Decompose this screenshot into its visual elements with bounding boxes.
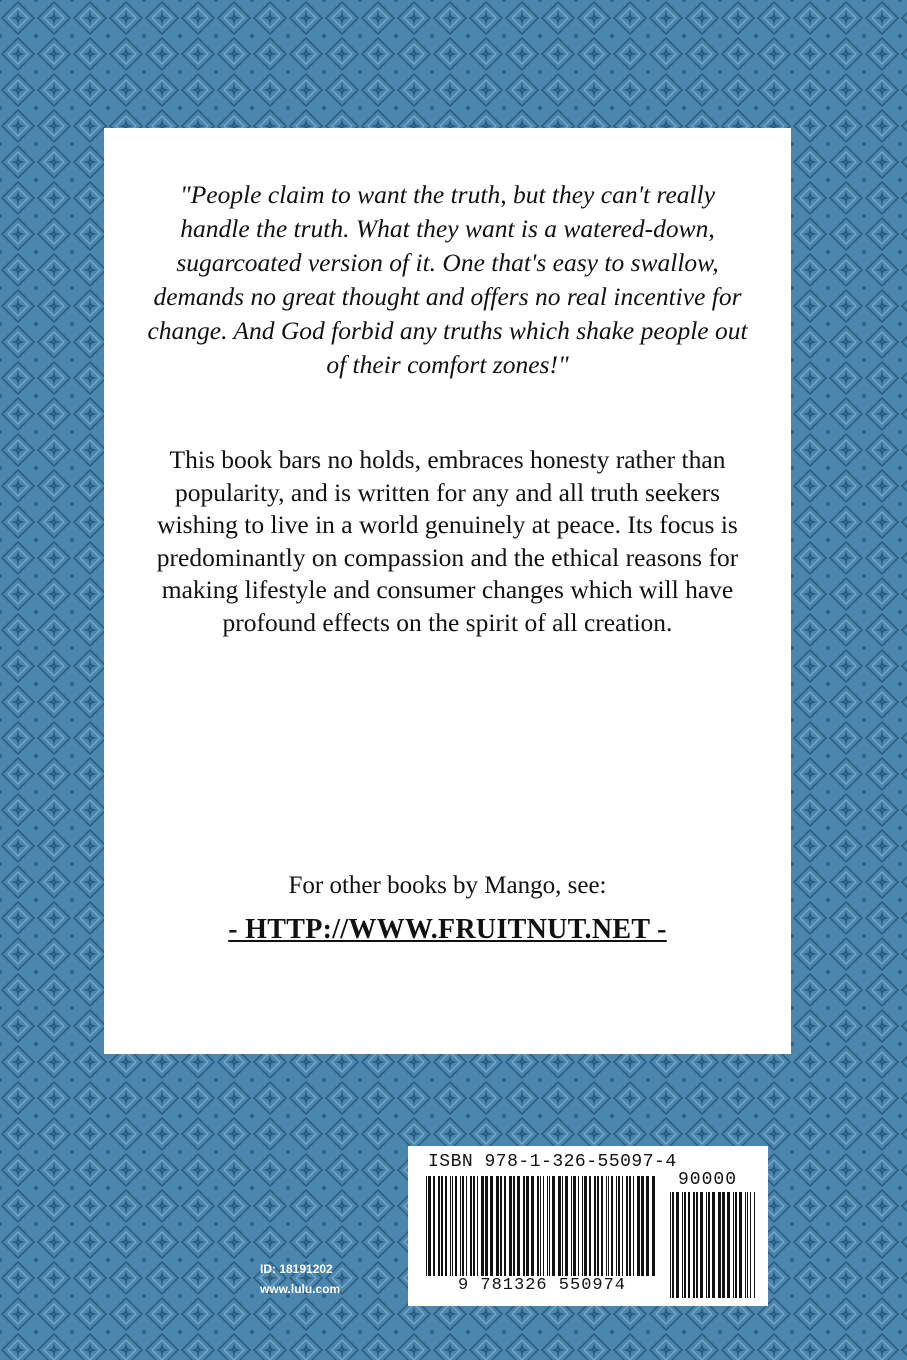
barcode-bar: [637, 1176, 640, 1288]
barcode-bar: [513, 1176, 515, 1288]
barcode-bar: [641, 1176, 644, 1288]
barcode-bar: [466, 1176, 467, 1288]
barcode-bar: [504, 1176, 506, 1288]
price-addon-label: 90000: [678, 1170, 738, 1190]
barcode-bar: [601, 1176, 603, 1288]
barcode-bar: [438, 1176, 440, 1288]
barcode-bar: [573, 1176, 576, 1288]
barcode-bar: [462, 1176, 464, 1288]
barcode-bar: [616, 1176, 617, 1288]
lulu-id: ID: 18191202: [260, 1262, 333, 1276]
barcode-bar: [700, 1192, 703, 1298]
barcode-bar: [571, 1176, 572, 1288]
barcode-bar: [517, 1176, 520, 1288]
barcode-bar: [445, 1176, 447, 1288]
barcode-bar: [509, 1176, 512, 1288]
barcode-bar: [688, 1192, 690, 1298]
barcode-bar: [490, 1176, 493, 1288]
barcode-bar: [531, 1176, 534, 1288]
barcode-bar: [549, 1176, 550, 1288]
barcode-bar: [652, 1176, 655, 1288]
barcode-bar: [526, 1176, 529, 1288]
barcode-bar: [750, 1192, 751, 1298]
barcode-bar: [500, 1176, 502, 1288]
barcode-bar: [696, 1192, 698, 1298]
barcode-bar: [477, 1176, 478, 1288]
barcode-bar: [473, 1176, 475, 1288]
barcode-bar: [543, 1176, 544, 1288]
barcode-bar: [523, 1176, 525, 1288]
barcode-bar: [733, 1192, 734, 1298]
barcode-bar: [608, 1176, 609, 1288]
barcode-bar: [547, 1176, 548, 1288]
barcode-bar: [540, 1176, 541, 1288]
barcode-bar: [618, 1176, 620, 1288]
barcode-bar: [578, 1176, 579, 1288]
barcode-bar: [433, 1176, 435, 1288]
barcode-bar: [676, 1192, 679, 1298]
barcode-bar: [441, 1176, 443, 1288]
barcode-bar: [606, 1176, 607, 1288]
barcode-bar: [629, 1176, 631, 1288]
website-link[interactable]: - HTTP://WWW.FRUITNUT.NET -: [228, 914, 667, 945]
barcode-bar: [682, 1192, 683, 1298]
barcode-bar: [562, 1176, 563, 1288]
barcode-bar: [582, 1176, 583, 1288]
lulu-site: www.lulu.com: [260, 1282, 341, 1296]
barcode-bar: [552, 1176, 555, 1288]
barcode-bar: [722, 1192, 725, 1298]
barcode-bar: [646, 1176, 649, 1288]
barcode-bar: [693, 1192, 695, 1298]
barcode-bar: [754, 1192, 755, 1298]
barcode-bar: [594, 1176, 596, 1288]
barcode-bar: [496, 1176, 499, 1288]
barcode-bar: [626, 1176, 628, 1288]
barcode-bar: [684, 1192, 686, 1298]
isbn-label: ISBN 978-1-326-55097-4: [428, 1152, 677, 1172]
barcode-bar: [706, 1192, 707, 1298]
barcode-bar: [558, 1176, 561, 1288]
barcode-bar: [712, 1192, 715, 1298]
barcode-bar: [708, 1192, 710, 1298]
addon-barcode-bars: [670, 1192, 758, 1298]
barcode-bar: [450, 1176, 451, 1288]
barcode-bar: [611, 1176, 613, 1288]
barcode-bar: [670, 1192, 671, 1298]
barcode-digits: 9 781326 550974: [426, 1276, 658, 1295]
barcode-bars: [426, 1176, 658, 1288]
barcode-bar: [672, 1192, 674, 1298]
barcode-bar: [633, 1176, 634, 1288]
barcode-bar: [739, 1192, 742, 1298]
barcode-bar: [565, 1176, 568, 1288]
barcode-bar: [460, 1176, 461, 1288]
other-books-label: For other books by Mango, see:: [288, 872, 607, 899]
barcode-bar: [485, 1176, 488, 1288]
barcode-bar: [597, 1176, 599, 1288]
barcode-bar: [745, 1192, 746, 1298]
book-description: This book bars no holds, embraces honesty rather than popularity, and is written for any and all truth seekers wishing to live in a world genuinely at peace. Its focus is predominantly on compassion and the ethical reasons for making lifestyle and consumer changes which will have profound effects on the spirit of all creation.: [156, 445, 739, 637]
text-panel: [104, 128, 791, 1054]
barcode-bar: [584, 1176, 587, 1288]
barcode-bar: [747, 1192, 748, 1298]
barcode-bar: [735, 1192, 737, 1298]
barcode-bar: [718, 1192, 721, 1298]
barcode-bar: [470, 1176, 472, 1288]
barcode-bar: [622, 1176, 623, 1288]
barcode-bar: [481, 1176, 484, 1288]
barcode-box: [408, 1146, 768, 1306]
barcode-bar: [426, 1176, 427, 1288]
quote-text: "People claim to want the truth, but they can't really handle the truth. What they want is a watered-down, sugarcoated version of it. One that's easy to swallow, demands no great thought and offers no real incentive for change. And God forbid any truths which shake people out of their comfort zones!": [147, 180, 748, 379]
barcode-bar: [452, 1176, 453, 1288]
barcode-bar: [428, 1176, 431, 1288]
barcode-bar: [537, 1176, 539, 1288]
barcode-bar: [727, 1192, 730, 1298]
barcode-bar: [455, 1176, 457, 1288]
lulu-info: [260, 1259, 340, 1299]
barcode-bar: [589, 1176, 591, 1288]
